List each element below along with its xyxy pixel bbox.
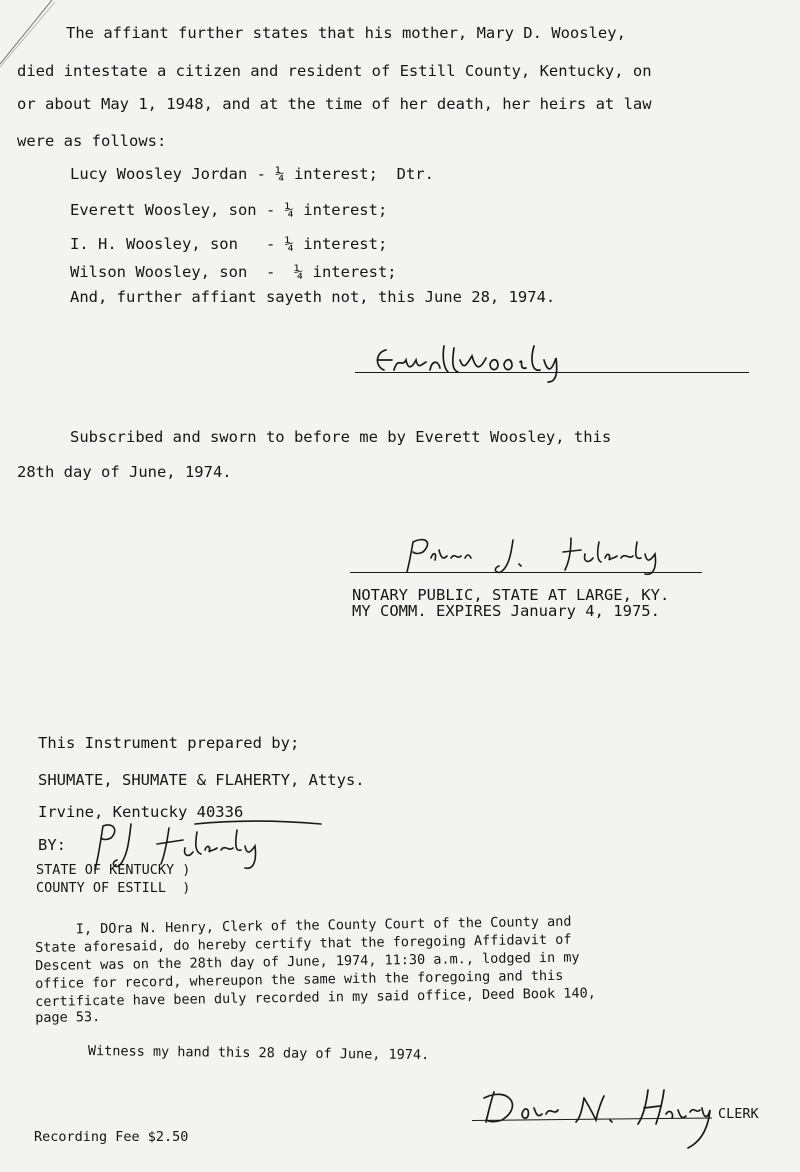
intro-line-4: were as follows: — [17, 132, 167, 150]
prepared-by-line: This Instrument prepared by; — [38, 734, 300, 752]
venue-county: COUNTY OF ESTILL ) — [36, 880, 191, 896]
certificate-line-5: certificate have been duly recorded in my said office, Deed Book 140, — [35, 985, 596, 1010]
heir-line-1: Lucy Woosley Jordan - ¼ interest; Dtr. — [70, 165, 434, 183]
law-firm-name: SHUMATE, SHUMATE & FLAHERTY, Attys. — [38, 771, 365, 789]
witness-line: Witness my hand this 28 day of June, 1974. — [87, 1043, 430, 1064]
venue-state: STATE OF KENTUCKY ) — [36, 862, 191, 878]
certificate-line-4: office for record, whereupon the same with the foregoing and this — [35, 967, 564, 992]
certificate-line-6: page 53. — [35, 1008, 101, 1026]
affiant-signature-line — [355, 372, 749, 373]
by-label: BY: — [38, 836, 66, 854]
certificate-line-3: Descent was on the 28th day of June, 1974, 11:30 a.m., lodged in my — [35, 949, 580, 974]
certificate-line-1: I, DOra N. Henry, Clerk of the County Court of the County and — [35, 913, 572, 938]
notary-title: NOTARY PUBLIC, STATE AT LARGE, KY. — [352, 586, 670, 604]
certificate-line-2: State aforesaid, do hereby certify that the foregoing Affidavit of — [35, 931, 572, 956]
jurat-line-2: 28th day of June, 1974. — [17, 463, 232, 481]
intro-line-2: died intestate a citizen and resident of Estill County, Kentucky, on — [17, 62, 652, 80]
heir-line-4: Wilson Woosley, son - ¼ interest; — [70, 263, 397, 281]
intro-line-1: The affiant further states that his mother, Mary D. Woosley, — [66, 24, 626, 42]
heir-line-3: I. H. Woosley, son - ¼ interest; — [70, 235, 388, 253]
intro-line-3: or about May 1, 1948, and at the time of her death, her heirs at law — [17, 95, 652, 113]
clerk-label: CLERK — [718, 1106, 759, 1122]
jurat-line-1: Subscribed and sworn to before me by Everett Woosley, this — [70, 428, 612, 446]
firm-address: Irvine, Kentucky 40336 — [38, 803, 244, 821]
folded-corner-mark — [0, 0, 60, 70]
closing-line: And, further affiant sayeth not, this June 28, 1974. — [70, 288, 556, 306]
affiant-signature — [368, 340, 618, 385]
heir-line-2: Everett Woosley, son - ¼ interest; — [70, 201, 388, 219]
recording-fee: Recording Fee $2.50 — [34, 1129, 189, 1145]
notary-signature-line — [350, 572, 702, 573]
notary-commission: MY COMM. EXPIRES January 4, 1975. — [352, 602, 660, 620]
